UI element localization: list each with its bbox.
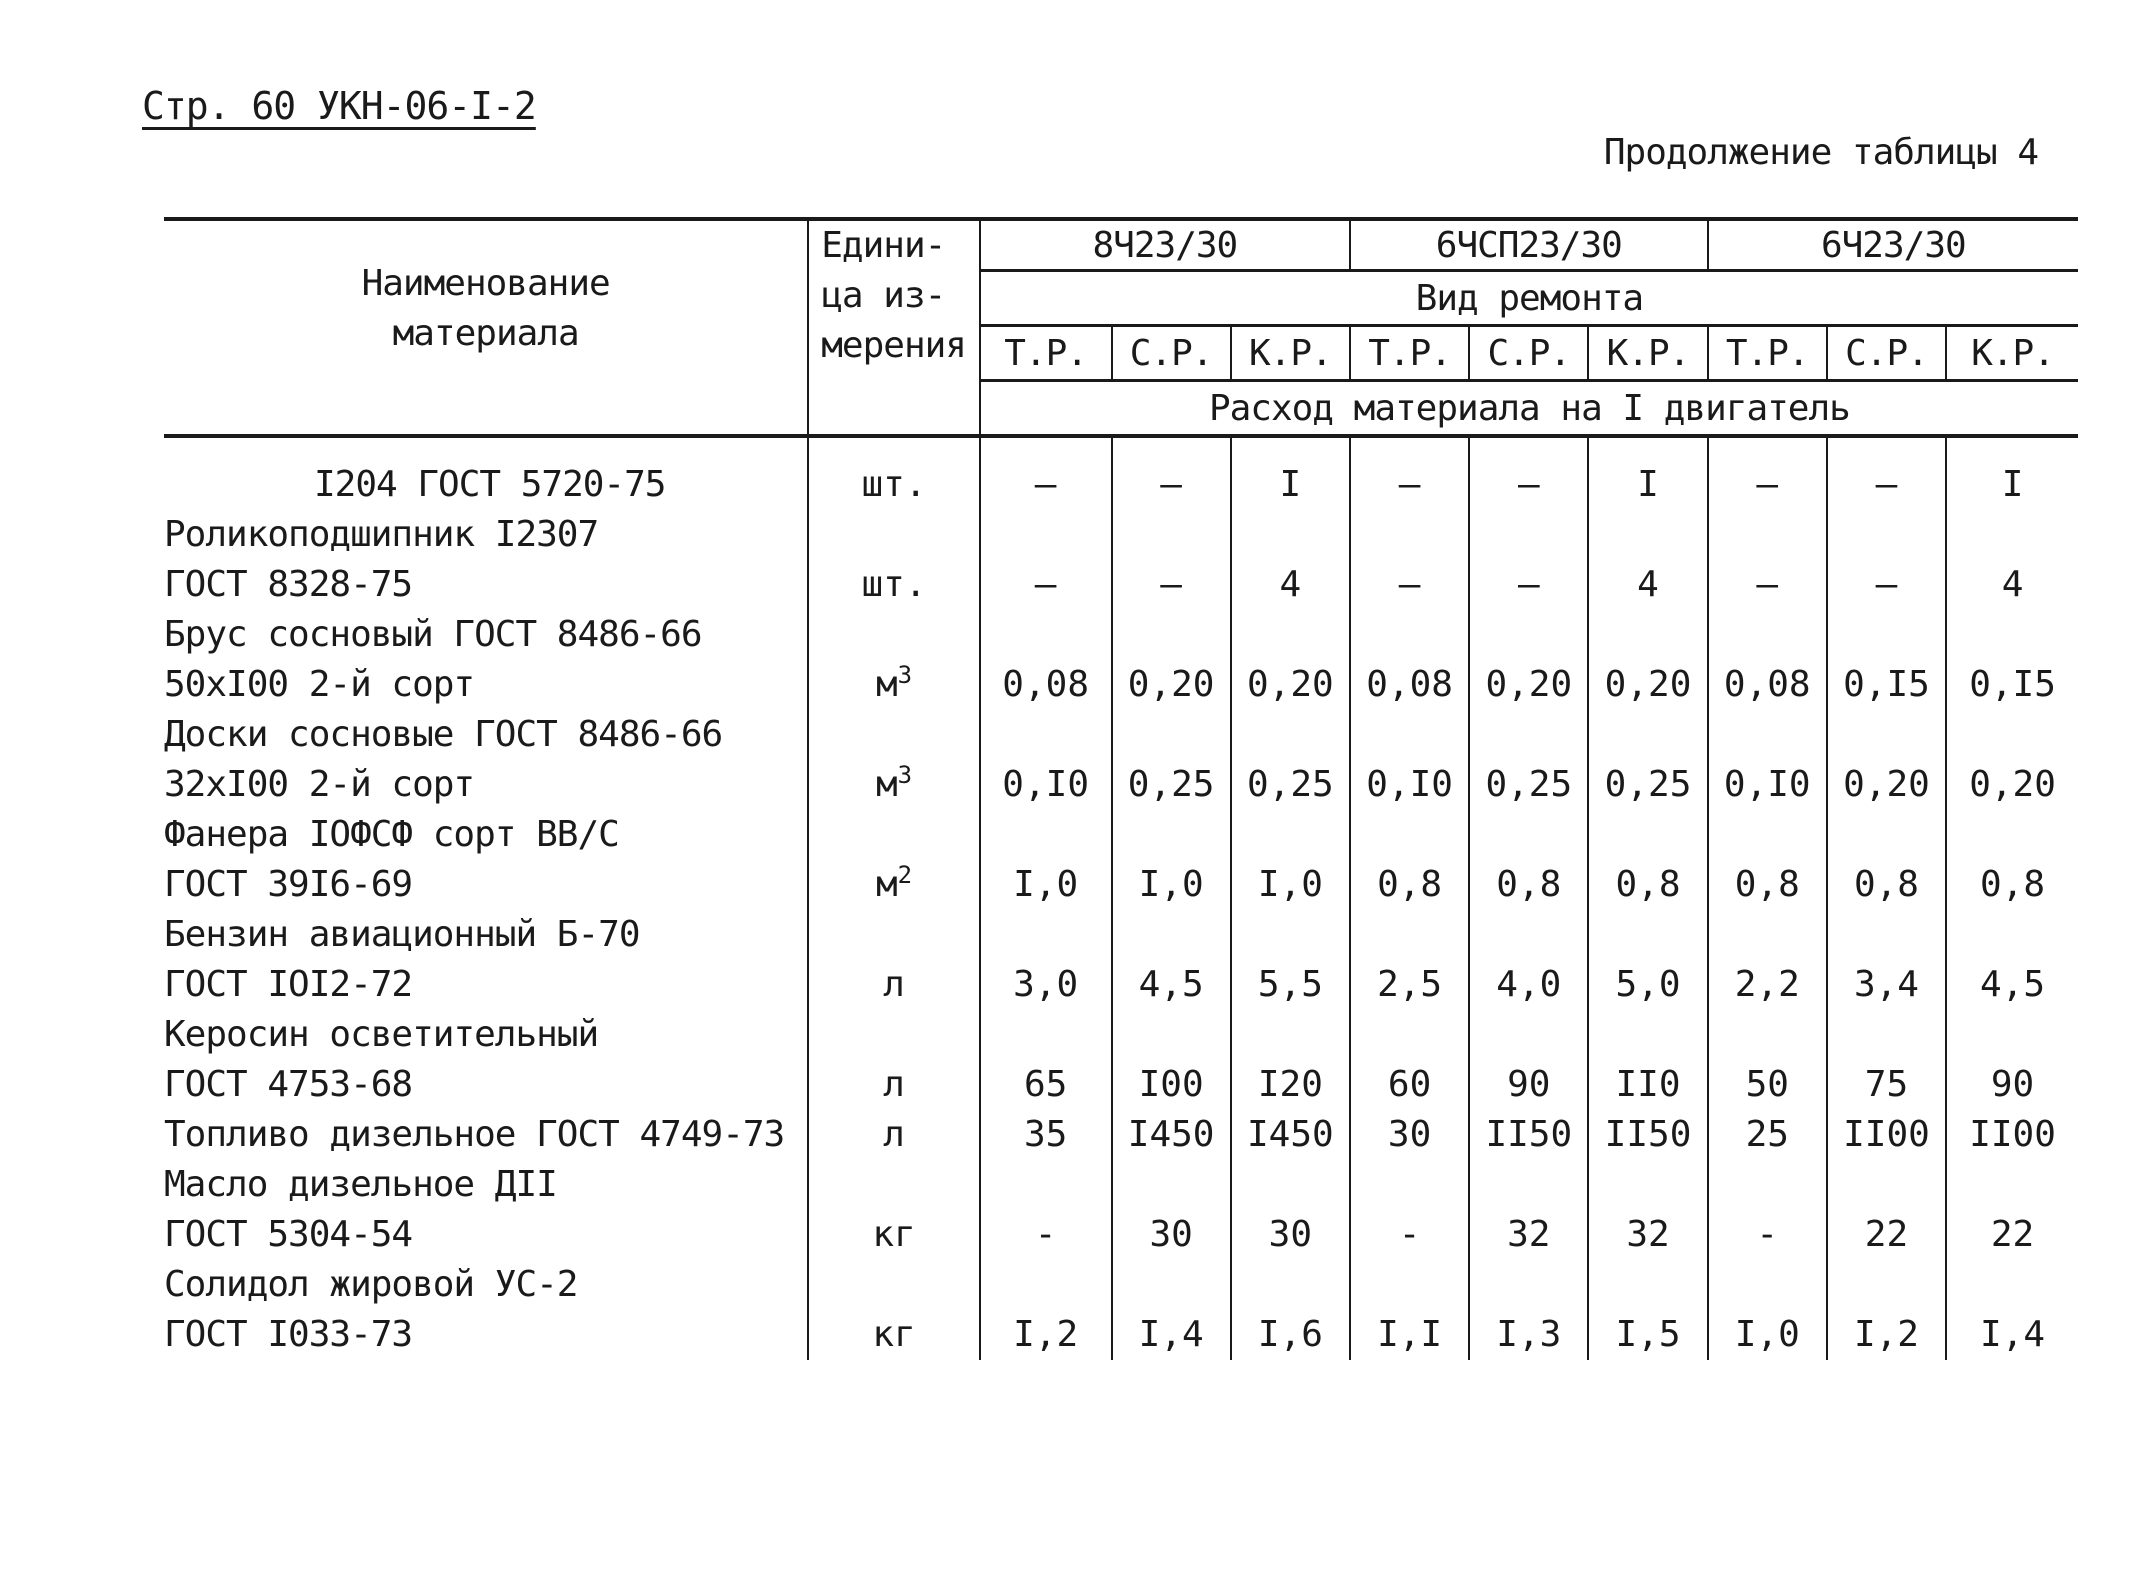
value-cell xyxy=(1827,910,1946,960)
value-cell xyxy=(980,1160,1112,1210)
value-cell: – xyxy=(1827,436,1946,510)
unit-cell xyxy=(808,710,980,760)
materials-table xyxy=(164,217,2078,1360)
value-cell xyxy=(980,1260,1112,1310)
value-cell: 0,I0 xyxy=(1708,760,1827,810)
value-cell: – xyxy=(1708,560,1827,610)
value-cell: - xyxy=(1350,1210,1469,1260)
material-name-cell: Брус сосновый ГОСТ 8486-66 xyxy=(164,610,808,660)
value-cell xyxy=(1350,610,1469,660)
value-cell: – xyxy=(1469,560,1588,610)
table-row xyxy=(164,1160,2078,1210)
table-row xyxy=(164,1310,2078,1360)
material-name-header-line-2: материала xyxy=(392,313,579,354)
value-cell: 0,25 xyxy=(1588,760,1707,810)
value-cell: 3,0 xyxy=(980,960,1112,1010)
unit-cell xyxy=(808,1110,980,1160)
unit-cell xyxy=(808,510,980,560)
value-cell xyxy=(980,610,1112,660)
value-cell: – xyxy=(1469,436,1588,510)
value-cell xyxy=(1946,1260,2078,1310)
unit-text: шт. xyxy=(861,464,927,505)
value-cell: 32 xyxy=(1588,1210,1707,1260)
value-cell: – xyxy=(1350,560,1469,610)
value-cell: 5,0 xyxy=(1588,960,1707,1010)
value-cell xyxy=(1112,1010,1231,1060)
value-cell xyxy=(1350,510,1469,560)
value-cell: 4 xyxy=(2001,564,2024,605)
value-cell: – xyxy=(980,436,1112,510)
value-cell xyxy=(1708,510,1827,560)
page-reference: Стр. 60 УКН-06-I-2 xyxy=(142,84,536,128)
value-cell xyxy=(980,910,1112,960)
unit-cell xyxy=(808,860,980,910)
material-name-cell: ГОСТ 5304-54 xyxy=(164,1210,808,1260)
table-continuation-caption: Продолжение таблицы 4 xyxy=(1603,132,2038,173)
value-cell xyxy=(1469,1260,1588,1310)
value-cell: 5,5 xyxy=(1231,960,1350,1010)
value-cell xyxy=(1231,610,1350,660)
unit-text: л xyxy=(883,964,905,1005)
value-cell: I,0 xyxy=(1231,860,1350,910)
value-cell xyxy=(1350,1260,1469,1310)
value-cell xyxy=(1588,1010,1707,1060)
repair-kind-kr: К.Р. xyxy=(1588,326,1707,381)
unit-exponent: 3 xyxy=(897,661,913,689)
value-cell: 0,20 xyxy=(1112,660,1231,710)
value-cell xyxy=(1946,1160,2078,1210)
value-cell xyxy=(1112,1160,1231,1210)
table-row xyxy=(164,610,2078,660)
value-cell xyxy=(1231,510,1350,560)
value-cell xyxy=(1827,710,1946,760)
material-name-cell: ГОСТ I033-73 xyxy=(164,1310,808,1360)
value-cell xyxy=(1588,710,1707,760)
value-cell: 0,I5 xyxy=(1969,664,2056,705)
value-cell xyxy=(1231,910,1350,960)
value-cell: I00 xyxy=(1112,1060,1231,1110)
material-name-header-line-1: Наименование xyxy=(361,263,610,304)
unit-header xyxy=(808,219,980,436)
engine-header-1: 8Ч23/30 xyxy=(980,219,1350,271)
value-cell xyxy=(1112,610,1231,660)
unit-cell xyxy=(808,1260,980,1310)
value-cell xyxy=(1708,1260,1827,1310)
value-cell xyxy=(1708,910,1827,960)
value-cell xyxy=(1827,1160,1946,1210)
value-cell: 0,20 xyxy=(1969,764,2056,805)
value-cell: 30 xyxy=(1231,1210,1350,1260)
value-cell: – xyxy=(1350,436,1469,510)
material-name-cell: Роликоподшипник I2307 xyxy=(164,510,808,560)
value-cell: I,4 xyxy=(1980,1314,2046,1355)
value-cell xyxy=(1112,1260,1231,1310)
unit-cell xyxy=(808,1310,980,1360)
value-cell xyxy=(1112,810,1231,860)
table-row xyxy=(164,660,2078,710)
value-cell xyxy=(1827,1010,1946,1060)
table-row xyxy=(164,960,2078,1010)
value-cell: 0,25 xyxy=(1469,760,1588,810)
value-cell: 22 xyxy=(1990,1214,2035,1255)
value-cell: 30 xyxy=(1112,1210,1231,1260)
table-row xyxy=(164,760,2078,810)
repair-kind-tr: Т.Р. xyxy=(980,326,1112,381)
value-cell xyxy=(1827,510,1946,560)
value-cell: 0,08 xyxy=(980,660,1112,710)
material-name-cell: Доски сосновые ГОСТ 8486-66 xyxy=(164,710,808,760)
table-row xyxy=(164,1010,2078,1060)
value-cell: 0,25 xyxy=(1231,760,1350,810)
value-cell: 4,5 xyxy=(1980,964,2046,1005)
value-cell: 0,8 xyxy=(1469,860,1588,910)
unit-exponent: 2 xyxy=(897,861,913,889)
unit-header-line-2: ца из- xyxy=(821,275,946,316)
value-cell: I450 xyxy=(1231,1110,1350,1160)
value-cell xyxy=(1350,910,1469,960)
repair-kind-sr: С.Р. xyxy=(1827,326,1946,381)
value-cell xyxy=(1350,810,1469,860)
material-name-cell: ГОСТ 4753-68 xyxy=(164,1060,808,1110)
value-cell xyxy=(1469,510,1588,560)
material-name-cell: Солидол жировой УС-2 xyxy=(164,1260,808,1310)
material-name-cell: ГОСТ IOI2-72 xyxy=(164,960,808,1010)
value-cell: 30 xyxy=(1350,1110,1469,1160)
value-cell: 22 xyxy=(1827,1210,1946,1260)
table-row xyxy=(164,1210,2078,1260)
value-cell: 0,8 xyxy=(1827,860,1946,910)
table-row xyxy=(164,510,2078,560)
value-cell xyxy=(1946,910,2078,960)
repair-kind-sr: С.Р. xyxy=(1469,326,1588,381)
engine-header-3: 6Ч23/30 xyxy=(1708,219,2078,271)
value-cell: 4,0 xyxy=(1469,960,1588,1010)
value-cell xyxy=(1588,510,1707,560)
table-body xyxy=(164,436,2078,1360)
value-cell: 0,08 xyxy=(1350,660,1469,710)
value-cell: 0,8 xyxy=(1588,860,1707,910)
value-cell: – xyxy=(1708,436,1827,510)
value-cell: 0,I0 xyxy=(1350,760,1469,810)
value-cell: I,0 xyxy=(1112,860,1231,910)
value-cell: I,2 xyxy=(1827,1310,1946,1360)
table-row xyxy=(164,560,2078,610)
value-cell: II00 xyxy=(1827,1110,1946,1160)
table-row xyxy=(164,1060,2078,1110)
material-name-cell: ГОСТ 39I6-69 xyxy=(164,860,808,910)
table-row xyxy=(164,1260,2078,1310)
material-name-cell: ГОСТ 8328-75 xyxy=(164,560,808,610)
value-cell: II00 xyxy=(1969,1114,2056,1155)
value-cell: I,6 xyxy=(1231,1310,1350,1360)
value-cell: II50 xyxy=(1469,1110,1588,1160)
unit-text: л xyxy=(883,1114,905,1155)
value-cell: II0 xyxy=(1588,1060,1707,1110)
value-cell: I xyxy=(1231,436,1350,510)
value-cell: I,5 xyxy=(1588,1310,1707,1360)
value-cell xyxy=(1469,910,1588,960)
value-cell xyxy=(1112,910,1231,960)
value-cell: 0,25 xyxy=(1112,760,1231,810)
unit-header-line-1: Едини- xyxy=(821,225,946,266)
unit-cell xyxy=(808,610,980,660)
value-cell xyxy=(1946,610,2078,660)
material-name-cell: I204 ГОСТ 5720-75 xyxy=(164,436,808,510)
value-cell xyxy=(1588,910,1707,960)
value-cell: 75 xyxy=(1827,1060,1946,1110)
value-cell xyxy=(1469,1010,1588,1060)
unit-cell xyxy=(808,1160,980,1210)
repair-kind-kr: К.Р. xyxy=(1231,326,1350,381)
value-cell xyxy=(1946,1010,2078,1060)
value-cell: 50 xyxy=(1708,1060,1827,1110)
value-cell xyxy=(1350,1160,1469,1210)
value-cell: 90 xyxy=(1990,1064,2035,1105)
value-cell: 0,I0 xyxy=(980,760,1112,810)
value-cell xyxy=(1827,810,1946,860)
table-row xyxy=(164,860,2078,910)
unit-text: кг xyxy=(872,1314,916,1355)
value-cell: I,4 xyxy=(1112,1310,1231,1360)
value-cell: I,2 xyxy=(980,1310,1112,1360)
value-cell: 35 xyxy=(980,1110,1112,1160)
value-cell: – xyxy=(980,560,1112,610)
value-cell: 0,8 xyxy=(1350,860,1469,910)
repair-type-header: Вид ремонта xyxy=(980,271,2078,326)
material-name-cell: Бензин авиационный Б-70 xyxy=(164,910,808,960)
table-row xyxy=(164,710,2078,760)
value-cell xyxy=(980,710,1112,760)
value-cell: – xyxy=(1827,560,1946,610)
value-cell: 65 xyxy=(980,1060,1112,1110)
value-cell xyxy=(1231,710,1350,760)
value-cell xyxy=(1588,1260,1707,1310)
value-cell xyxy=(1231,1160,1350,1210)
value-cell xyxy=(1946,810,2078,860)
value-cell: 60 xyxy=(1350,1060,1469,1110)
repair-kind-kr: К.Р. xyxy=(1946,326,2078,381)
value-cell: - xyxy=(980,1210,1112,1260)
value-cell: – xyxy=(1112,436,1231,510)
value-cell xyxy=(1708,810,1827,860)
value-cell: 25 xyxy=(1708,1110,1827,1160)
unit-cell xyxy=(808,810,980,860)
value-cell: - xyxy=(1708,1210,1827,1260)
engine-header-2: 6ЧСП23/30 xyxy=(1350,219,1708,271)
value-cell xyxy=(1231,1260,1350,1310)
value-cell xyxy=(980,810,1112,860)
unit-header-line-3: мерения xyxy=(821,325,966,366)
material-name-cell: Масло дизельное ДII xyxy=(164,1160,808,1210)
unit-cell xyxy=(808,660,980,710)
material-name-cell: Топливо дизельное ГОСТ 4749-73 xyxy=(164,1110,808,1160)
value-cell: 0,20 xyxy=(1231,660,1350,710)
value-cell: I450 xyxy=(1112,1110,1231,1160)
value-cell xyxy=(1350,710,1469,760)
table-row xyxy=(164,436,2078,510)
value-cell: 2,5 xyxy=(1350,960,1469,1010)
table-row xyxy=(164,810,2078,860)
repair-kind-tr: Т.Р. xyxy=(1350,326,1469,381)
value-cell: 0,08 xyxy=(1708,660,1827,710)
value-cell: 3,4 xyxy=(1827,960,1946,1010)
value-cell xyxy=(1588,610,1707,660)
value-cell xyxy=(1588,810,1707,860)
value-cell xyxy=(1946,710,2078,760)
value-cell: 2,2 xyxy=(1708,960,1827,1010)
value-cell: I,I xyxy=(1350,1310,1469,1360)
value-cell xyxy=(1827,1260,1946,1310)
value-cell xyxy=(980,1010,1112,1060)
value-cell: I,0 xyxy=(1708,1310,1827,1360)
value-cell: 0,8 xyxy=(1980,864,2046,905)
value-cell: I xyxy=(1588,436,1707,510)
table-row xyxy=(164,1110,2078,1160)
unit-cell xyxy=(808,436,980,510)
value-cell: 0,I5 xyxy=(1827,660,1946,710)
value-cell: I,0 xyxy=(980,860,1112,910)
value-cell xyxy=(1827,610,1946,660)
consumption-header: Расход материала на I двигатель xyxy=(980,381,2078,437)
unit-cell xyxy=(808,1010,980,1060)
material-name-cell: Фанера IОФСФ сорт ВВ/С xyxy=(164,810,808,860)
value-cell: I20 xyxy=(1231,1060,1350,1110)
unit-text: шт. xyxy=(861,564,927,605)
value-cell xyxy=(1350,1010,1469,1060)
value-cell xyxy=(1469,1160,1588,1210)
unit-text: м xyxy=(875,864,898,905)
value-cell: 0,20 xyxy=(1588,660,1707,710)
value-cell xyxy=(1708,1010,1827,1060)
value-cell xyxy=(1588,1160,1707,1210)
unit-text: л xyxy=(883,1064,905,1105)
unit-cell xyxy=(808,560,980,610)
unit-text: м xyxy=(875,664,898,705)
value-cell xyxy=(1469,810,1588,860)
value-cell: 0,20 xyxy=(1827,760,1946,810)
material-name-cell: 50xI00 2-й сорт xyxy=(164,660,808,710)
value-cell: I xyxy=(2001,464,2024,505)
value-cell: 4 xyxy=(1231,560,1350,610)
material-name-cell: 32xI00 2-й сорт xyxy=(164,760,808,810)
value-cell xyxy=(1469,710,1588,760)
value-cell xyxy=(1112,510,1231,560)
value-cell xyxy=(1231,1010,1350,1060)
value-cell: I,3 xyxy=(1469,1310,1588,1360)
repair-kind-tr: Т.Р. xyxy=(1708,326,1827,381)
unit-exponent: 3 xyxy=(897,761,913,789)
value-cell xyxy=(1708,710,1827,760)
unit-cell xyxy=(808,960,980,1010)
value-cell xyxy=(1708,1160,1827,1210)
unit-cell xyxy=(808,760,980,810)
value-cell: 0,8 xyxy=(1708,860,1827,910)
value-cell: 4,5 xyxy=(1112,960,1231,1010)
unit-text: кг xyxy=(872,1214,916,1255)
value-cell: 4 xyxy=(1588,560,1707,610)
repair-kind-sr: С.Р. xyxy=(1112,326,1231,381)
value-cell: 0,20 xyxy=(1469,660,1588,710)
value-cell: – xyxy=(1112,560,1231,610)
unit-cell xyxy=(808,1060,980,1110)
unit-text: м xyxy=(875,764,898,805)
material-name-header xyxy=(164,219,808,436)
table-row xyxy=(164,910,2078,960)
value-cell xyxy=(1112,710,1231,760)
value-cell xyxy=(1708,610,1827,660)
value-cell xyxy=(1469,610,1588,660)
value-cell: II50 xyxy=(1588,1110,1707,1160)
table-header xyxy=(164,219,2078,436)
unit-cell xyxy=(808,910,980,960)
unit-cell xyxy=(808,1210,980,1260)
value-cell xyxy=(1231,810,1350,860)
value-cell xyxy=(980,510,1112,560)
material-name-cell: Керосин осветительный xyxy=(164,1010,808,1060)
value-cell: 90 xyxy=(1469,1060,1588,1110)
value-cell: 32 xyxy=(1469,1210,1588,1260)
value-cell xyxy=(1946,510,2078,560)
